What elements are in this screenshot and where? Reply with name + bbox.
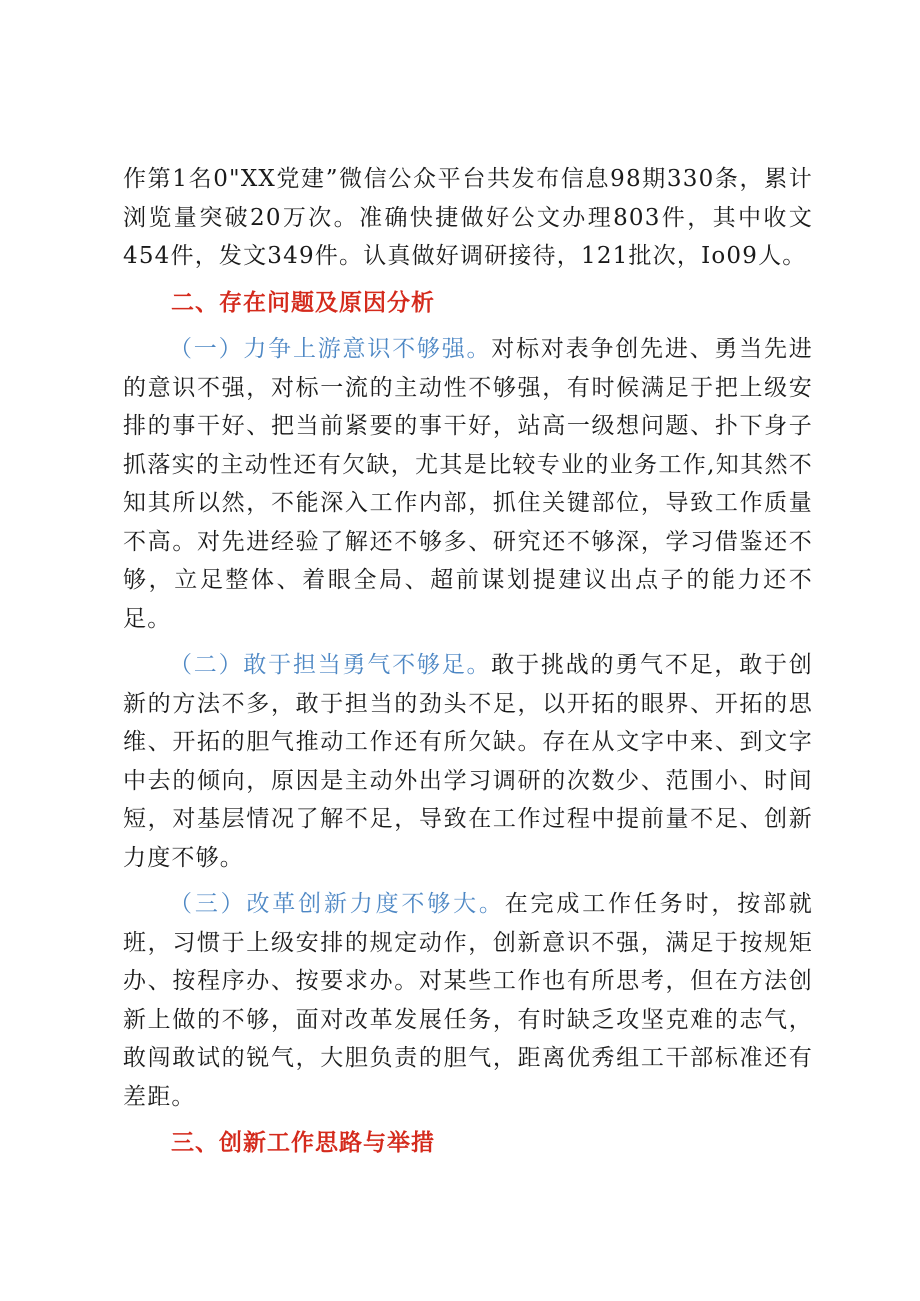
problem-paragraph-3 xyxy=(123,885,813,1116)
problem-subheading-2: （二）敢于担当勇气不够足。 xyxy=(169,652,492,678)
problem-paragraph-1 xyxy=(123,330,813,638)
problem-body-1: 对标对表争创先进、勇当先进的意识不强，对标一流的主动性不够强，有时候满足于把上级安排的事干好、把当前紧要的事干好，站高一级想问题、扑下身子抓落实的主动性还有欠缺，尤其是比较专业的业务工作,知其然不知其所以然，不能深入工作内部，抓住关键部位，导致工作质量不高。对先进经验了解还不够多、研究还不够深，学习借鉴还不够，立足整体、着眼全局、超前谋划提建议出点子的能力还不足。 xyxy=(123,336,813,632)
problem-subheading-1: （一）力争上游意识不够强。 xyxy=(169,336,492,362)
problem-paragraph-2 xyxy=(123,646,813,877)
section-heading-innovation: 三、创新工作思路与举措 xyxy=(171,1130,435,1156)
intro-paragraph: 作第1名0"XX党建”微信公众平台共发布信息98期330条，累计浏览量突破20万次。准确快捷做好公文办理803件，其中收文454件，发文349件。认真做好调研接待，121批次，Io09人。 xyxy=(123,166,813,269)
problem-subheading-3: （三）改革创新力度不够大。 xyxy=(169,891,505,917)
problem-body-3: 在完成工作任务时，按部就班，习惯于上级安排的规定动作，创新意识不强，满足于按规矩办、按程序办、按要求办。对某些工作也有所思考，但在方法创新上做的不够，面对改革发展任务，有时缺乏攻坚克难的志气，敢闯敢试的锐气，大胆负责的胆气，距离优秀组工干部标准还有差距。 xyxy=(123,891,813,1110)
section-heading-problems: 二、存在问题及原因分析 xyxy=(171,289,435,316)
problem-body-2: 敢于挑战的勇气不足，敢于创新的方法不多，敢于担当的劲头不足，以开拓的眼界、开拓的思维、开拓的胆气推动工作还有所欠缺。存在从文字中来、到文字中去的倾向，原因是主动外出学习调研的次数少、范围小、时间短，对基层情况了解不足，导致在工作过程中提前量不足、创新力度不够。 xyxy=(123,652,813,871)
document-body xyxy=(123,160,813,1163)
